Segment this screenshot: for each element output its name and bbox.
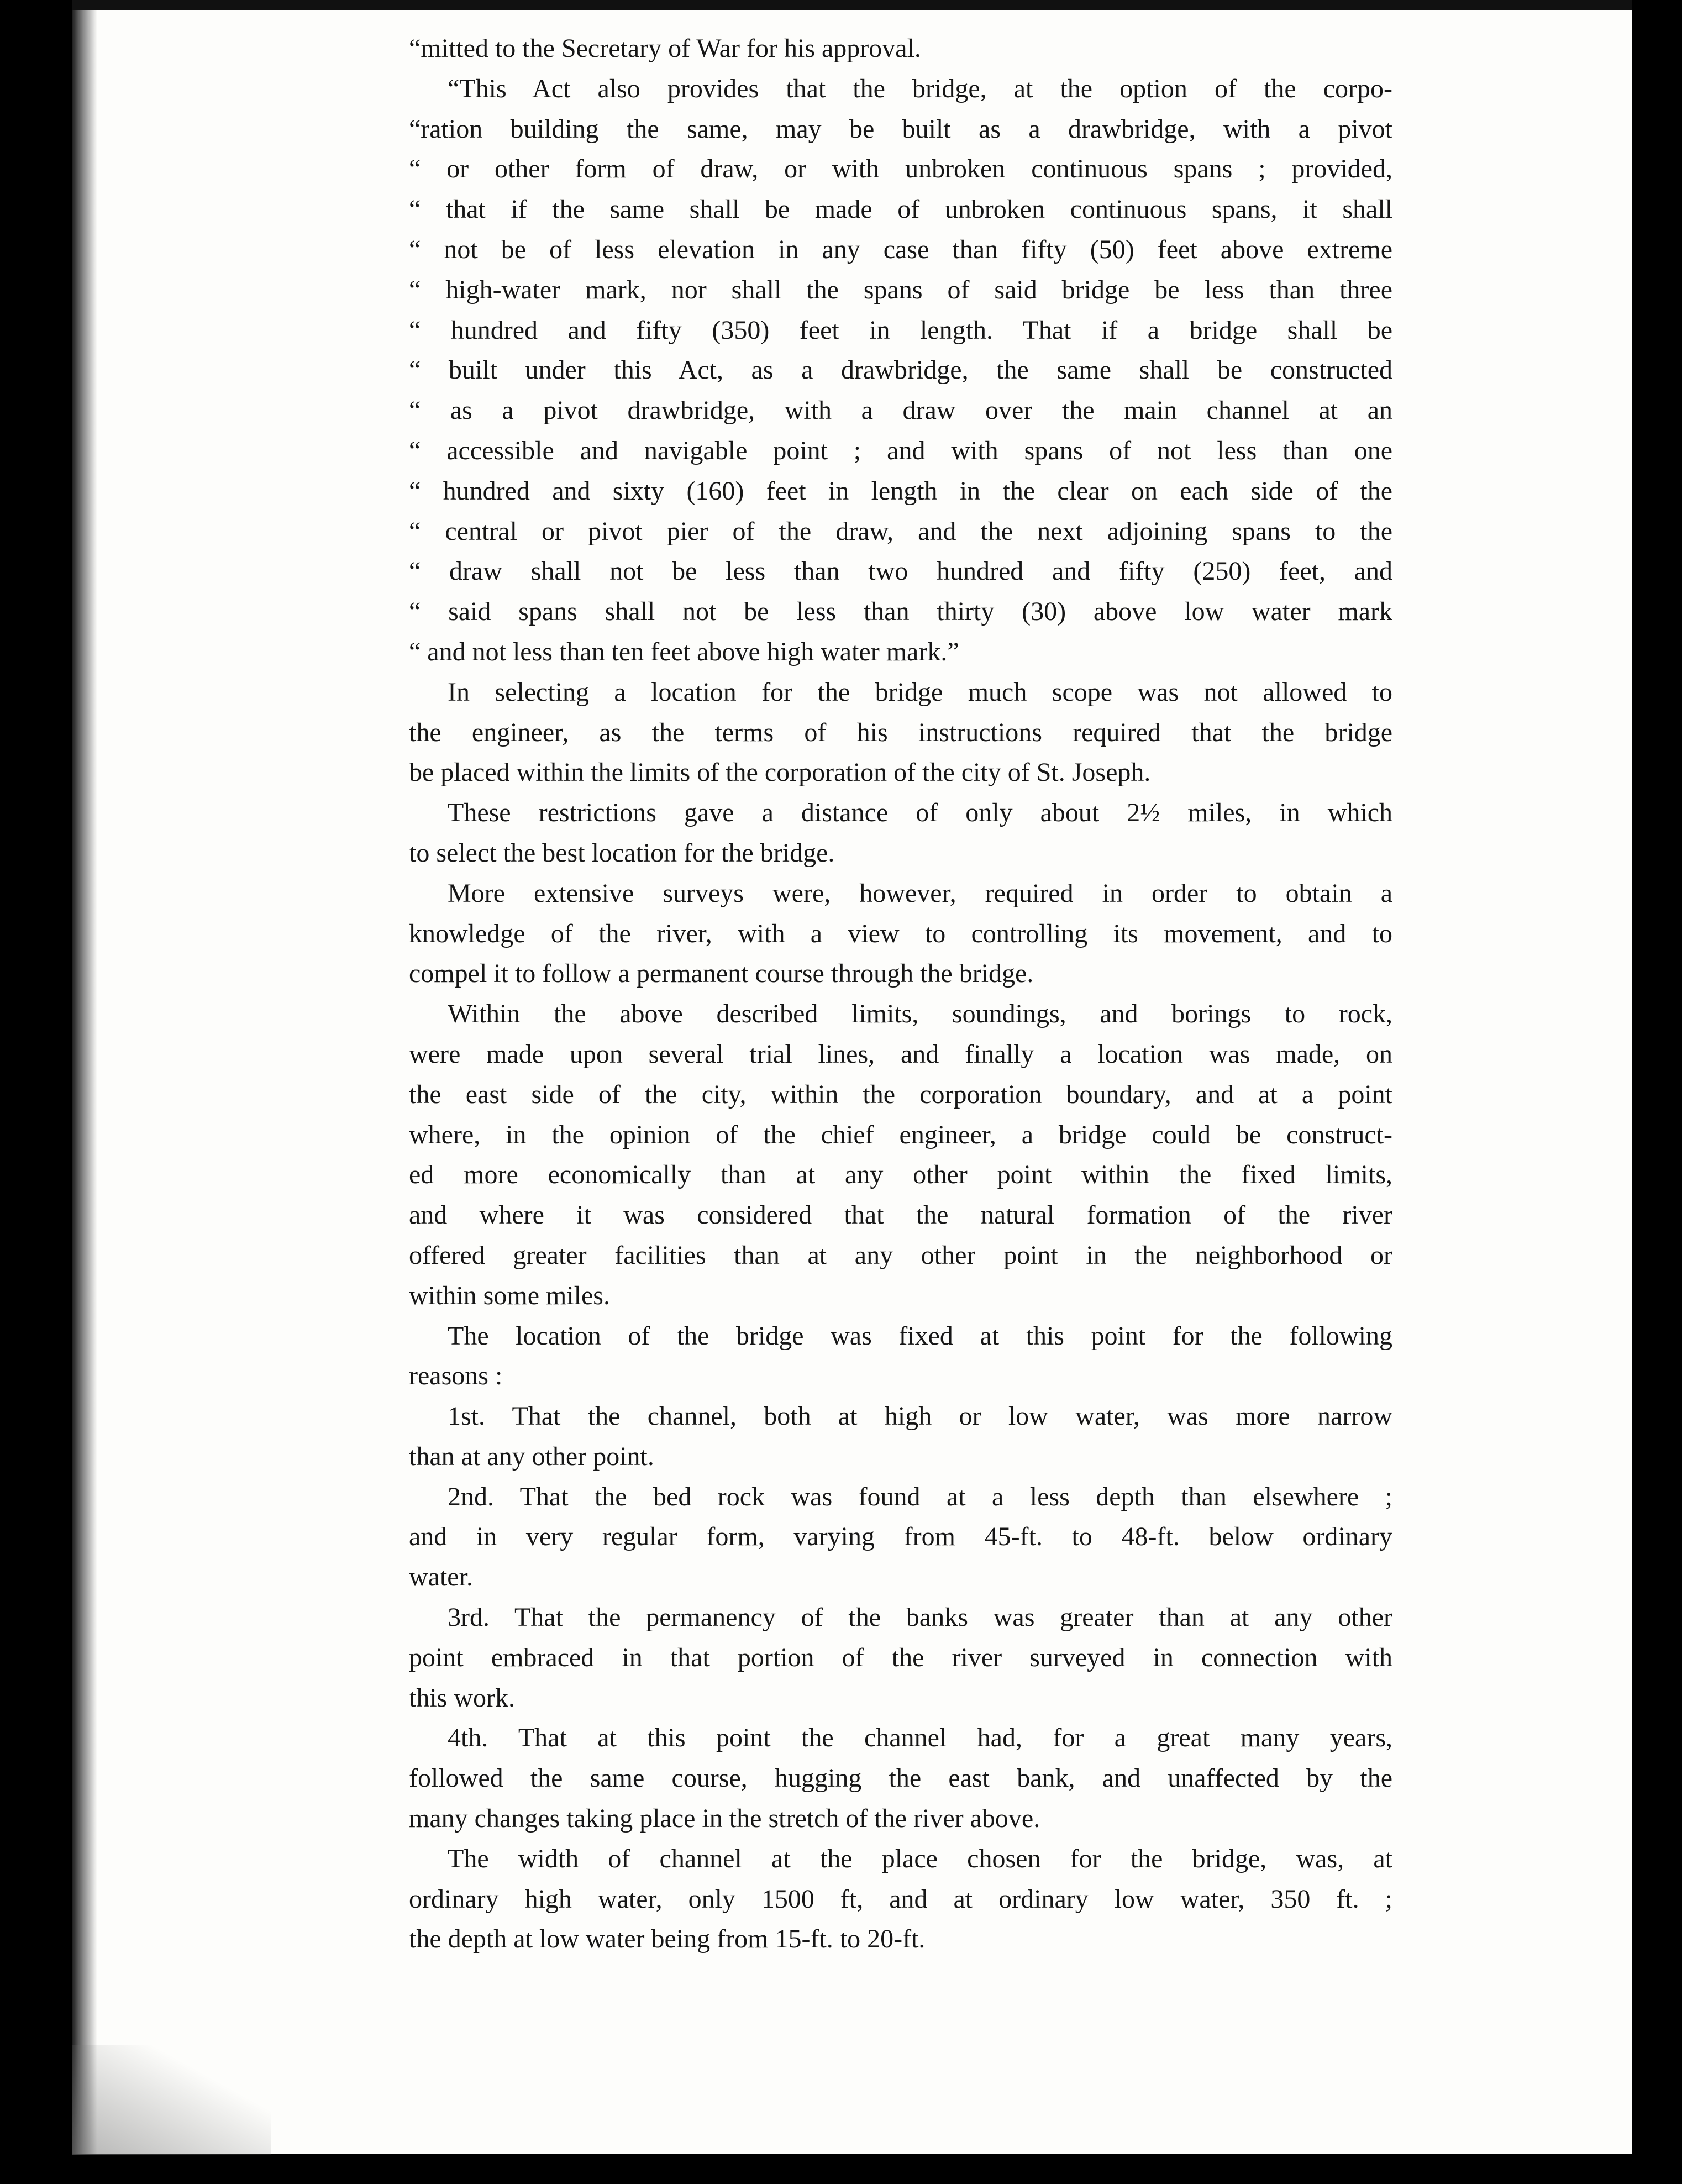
text-line: “ said spans shall not be less than thirty (30) above low water mark [409,597,1392,627]
text-line: “ as a pivot drawbridge, with a draw over the main channel at an [409,396,1392,426]
text-line: compel it to follow a permanent course through the bridge. [409,959,1034,989]
text-line: where, in the opinion of the chief engineer, a bridge could be construct- [409,1120,1392,1149]
text-line: “ that if the same shall be made of unbroken continuous spans, it shall [409,195,1392,224]
scan-top-border [72,0,1632,11]
text-line: point embraced in that portion of the river surveyed in connection with [409,1642,1392,1672]
text-line: These restrictions gave a distance of only about 2½ miles, in which [448,798,1392,828]
text-line: the engineer, as the terms of his instructions required that the bridge [409,717,1392,747]
paper-left-shadow [72,10,97,2154]
text-line: the east side of the city, within the corporation boundary, and at a point [409,1079,1392,1109]
text-line: were made upon several trial lines, and finally a location was made, on [409,1039,1392,1069]
text-line: than at any other point. [409,1441,654,1471]
text-line: water. [409,1562,473,1592]
text-line: ed more economically than at any other point within the fixed limits, [409,1160,1392,1190]
text-line: 4th. That at this point the channel had, for a great many years, [448,1723,1392,1753]
text-line: “ high-water mark, nor shall the spans of said bridge be less than three [409,275,1392,305]
text-line: In selecting a location for the bridge much scope was not allowed to [448,677,1392,707]
text-line: followed the same course, hugging the east bank, and unaffected by the [409,1763,1392,1793]
text-line: Within the above described limits, soundings, and borings to rock, [448,999,1392,1029]
text-line: “ hundred and sixty (160) feet in length in the clear on each side of the [409,476,1392,506]
text-line: and in very regular form, varying from 45-ft. to 48-ft. below ordinary [409,1522,1392,1552]
text-line: 3rd. That the permanency of the banks was greater than at any other [448,1603,1392,1632]
text-line: 1st. That the channel, both at high or low water, was more narrow [448,1401,1392,1431]
text-line: “This Act also provides that the bridge, at the option of the corpo- [448,74,1392,103]
text-line: “ draw shall not be less than two hundred and fifty (250) feet, and [409,556,1392,586]
text-line: 2nd. That the bed rock was found at a less depth than elsewhere ; [448,1482,1392,1511]
text-line: knowledge of the river, with a view to controlling its movement, and to [409,918,1392,948]
text-line: the depth at low water being from 15-ft. to 20-ft. [409,1924,926,1954]
text-line: and where it was considered that the natural formation of the river [409,1200,1392,1230]
document-body [409,29,1392,1960]
text-line: within some miles. [409,1280,610,1310]
text-line: many changes taking place in the stretch of the river above. [409,1804,1040,1834]
text-line: ordinary high water, only 1500 ft, and at ordinary low water, 350 ft. ; [409,1884,1392,1914]
text-line: “ central or pivot pier of the draw, and the next adjoining spans to the [409,516,1392,546]
text-line: “ not be of less elevation in any case than fifty (50) feet above extreme [409,234,1392,264]
text-line: The location of the bridge was fixed at this point for the following [448,1321,1392,1351]
text-line: “mitted to the Secretary of War for his approval. [409,34,921,63]
text-line: be placed within the limits of the corporation of the city of St. Joseph. [409,758,1151,788]
text-line: to select the best location for the bridge. [409,838,835,868]
text-line: “ration building the same, may be built as a drawbridge, with a pivot [409,114,1392,144]
text-line: More extensive surveys were, however, required in order to obtain a [448,878,1392,908]
paper-corner-smudge [72,2045,271,2155]
text-line: “ hundred and fifty (350) feet in length. That if a bridge shall be [409,315,1392,345]
text-line: “ or other form of draw, or with unbroken continuous spans ; provided, [409,154,1392,184]
text-line: The width of channel at the place chosen for the bridge, was, at [448,1844,1392,1873]
text-line: reasons : [409,1361,503,1391]
text-line: “ and not less than ten feet above high water mark.” [409,637,959,666]
text-line: offered greater facilities than at any other point in the neighborhood or [409,1240,1392,1270]
text-line: this work. [409,1683,515,1713]
text-line: “ built under this Act, as a drawbridge, the same shall be constructed [409,355,1392,385]
text-line: “ accessible and navigable point ; and with spans of not less than one [409,435,1392,465]
